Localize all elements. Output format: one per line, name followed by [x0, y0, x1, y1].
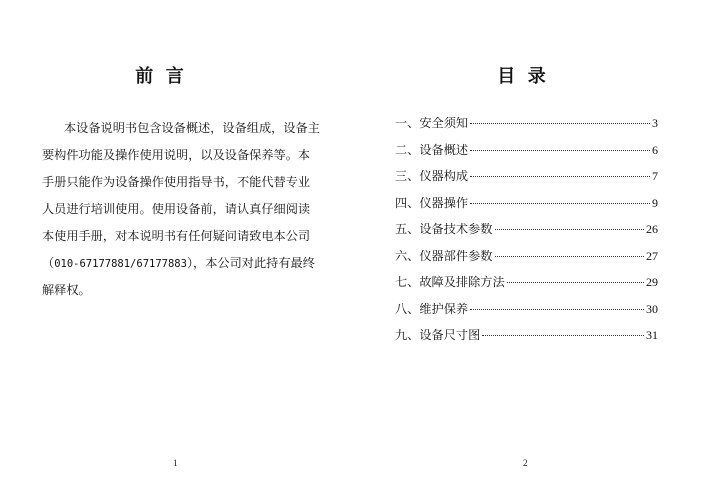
preface-line: 解释权。: [42, 283, 91, 297]
toc-leader-dots: [470, 150, 650, 151]
preface-line: 人员进行培训使用。使用设备前，请认真仔细阅读: [42, 202, 311, 216]
toc-item[interactable]: [395, 247, 658, 274]
toc-item[interactable]: [395, 167, 658, 194]
toc-item-label: 二、设备概述: [395, 142, 469, 157]
toc-item[interactable]: [395, 300, 658, 327]
toc-item-page: 27: [646, 248, 658, 263]
toc-item-label: 六、仪器部件参数: [395, 248, 493, 263]
toc-item[interactable]: [395, 220, 658, 247]
toc-item-label: 九、设备尺寸图: [395, 328, 481, 342]
page-number-left: 1: [173, 458, 178, 468]
toc-item[interactable]: [395, 194, 658, 221]
toc-title: 目 录: [497, 66, 546, 87]
toc-item-page: 26: [646, 222, 658, 236]
toc-leader-dots: [470, 309, 644, 310]
preface-paragraph: [42, 115, 320, 304]
preface-title: 前 言: [135, 66, 184, 87]
toc-item-label: 八、维护保养: [395, 301, 469, 316]
toc-item[interactable]: [395, 326, 658, 353]
toc-item-label: 四、仪器操作: [395, 195, 469, 210]
toc-item-label: 五、设备技术参数: [395, 222, 493, 236]
toc-leader-dots: [507, 282, 644, 283]
toc-item-page: 29: [646, 275, 658, 289]
toc-leader-dots: [495, 229, 645, 230]
toc-item-page: 30: [646, 301, 658, 316]
toc-page: [351, 0, 702, 496]
toc-item-page: 3: [652, 116, 658, 130]
toc-item-label: 一、安全须知: [395, 116, 469, 130]
toc-item-page: 9: [652, 195, 658, 210]
page-number-right: 2: [523, 458, 528, 468]
phone-open-paren: （: [42, 256, 55, 270]
preface-line: 本设备说明书包含设备概述，设备组成，设备主: [64, 121, 320, 135]
toc-item-page: 6: [652, 142, 658, 157]
toc-leader-dots: [470, 203, 650, 204]
phone-close-text: ），本公司对此持有最终: [186, 256, 315, 270]
preface-line: 手册只能作为设备操作使用指导书，不能代替专业: [42, 175, 311, 189]
toc-leader-dots: [470, 123, 650, 124]
toc-item[interactable]: [395, 141, 658, 168]
toc-item[interactable]: [395, 114, 658, 141]
toc-leader-dots: [482, 335, 644, 336]
toc-list: [395, 114, 658, 353]
toc-leader-dots: [470, 176, 650, 177]
toc-item[interactable]: [395, 273, 658, 300]
phone-numbers: 010-67177881/67177883: [54, 258, 187, 270]
preface-line: 要构件功能及操作使用说明，以及设备保养等。本: [42, 148, 311, 162]
toc-item-label: 七、故障及排除方法: [395, 275, 505, 289]
toc-leader-dots: [495, 256, 645, 257]
toc-item-page: 31: [646, 328, 658, 342]
toc-item-label: 三、仪器构成: [395, 169, 469, 183]
preface-phone-line: [42, 250, 314, 277]
preface-line: 本使用手册，对本说明书有任何疑问请致电本公司: [42, 229, 311, 243]
toc-item-page: 7: [652, 169, 658, 183]
